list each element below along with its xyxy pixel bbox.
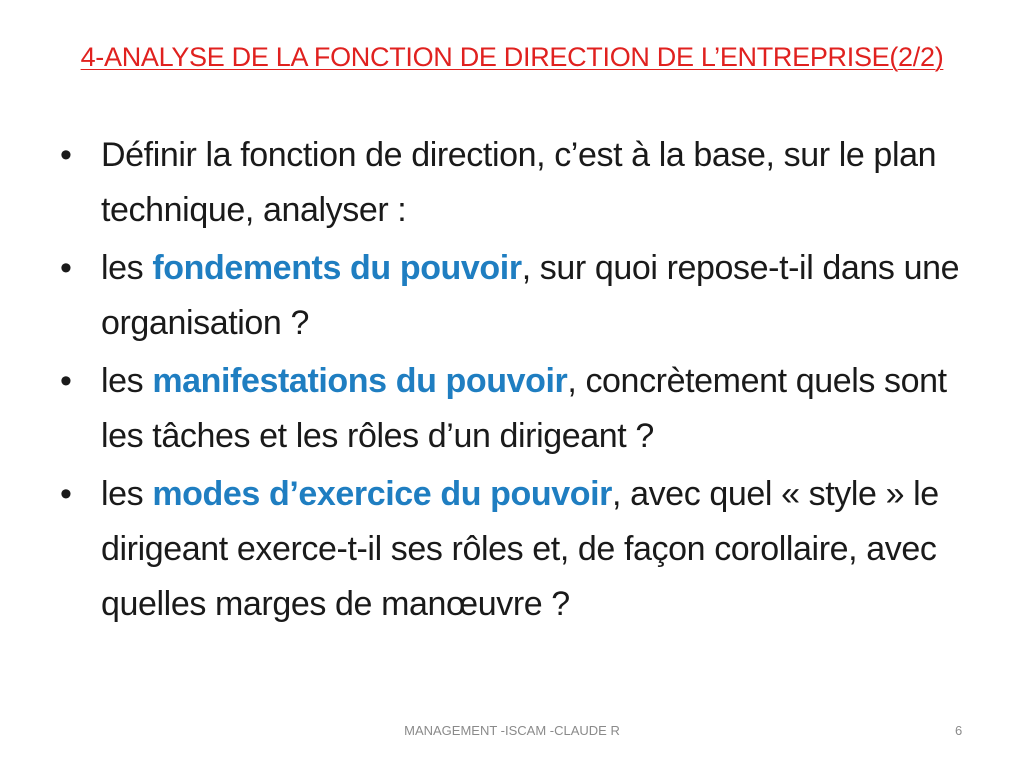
bullet-dot-icon: •: [60, 136, 72, 174]
bullet-suffix: , avec quel « style » le dirigeant exerce-t-il ses rôles et, de façon corollaire, avec quelles marges de manœuvre ?: [101, 475, 939, 623]
bullet-list: [60, 128, 980, 635]
slide-title: 4-ANALYSE DE LA FONCTION DE DIRECTION DE L’ENTREPRISE(2/2): [80, 42, 944, 72]
bullet-suffix: , concrètement quels sont les tâches et les rôles d’un dirigeant ?: [101, 362, 947, 455]
bullet-dot-icon: •: [60, 362, 72, 400]
slide-footer: MANAGEMENT -ISCAM -CLAUDE R: [404, 723, 620, 738]
bullet-item-2: [60, 241, 980, 351]
bullet-prefix: les: [101, 362, 153, 400]
bullet-prefix: les: [101, 249, 153, 287]
bullet-highlight: manifestations du pouvoir: [152, 362, 568, 400]
bullet-item-3: [60, 354, 980, 464]
bullet-highlight: fondements du pouvoir: [152, 249, 522, 287]
bullet-dot-icon: •: [60, 249, 72, 287]
bullet-highlight: modes d’exercice du pouvoir: [152, 475, 612, 513]
bullet-suffix: , sur quoi repose-t-il dans une organisation ?: [101, 249, 960, 342]
bullet-item-1: [60, 128, 980, 238]
bullet-prefix: les: [101, 475, 153, 513]
bullet-dot-icon: •: [60, 475, 72, 513]
bullet-text: Définir la fonction de direction, c’est à la base, sur le plan technique, analyser :: [101, 136, 937, 229]
bullet-item-4: [60, 467, 980, 632]
page-number: 6: [955, 723, 963, 738]
